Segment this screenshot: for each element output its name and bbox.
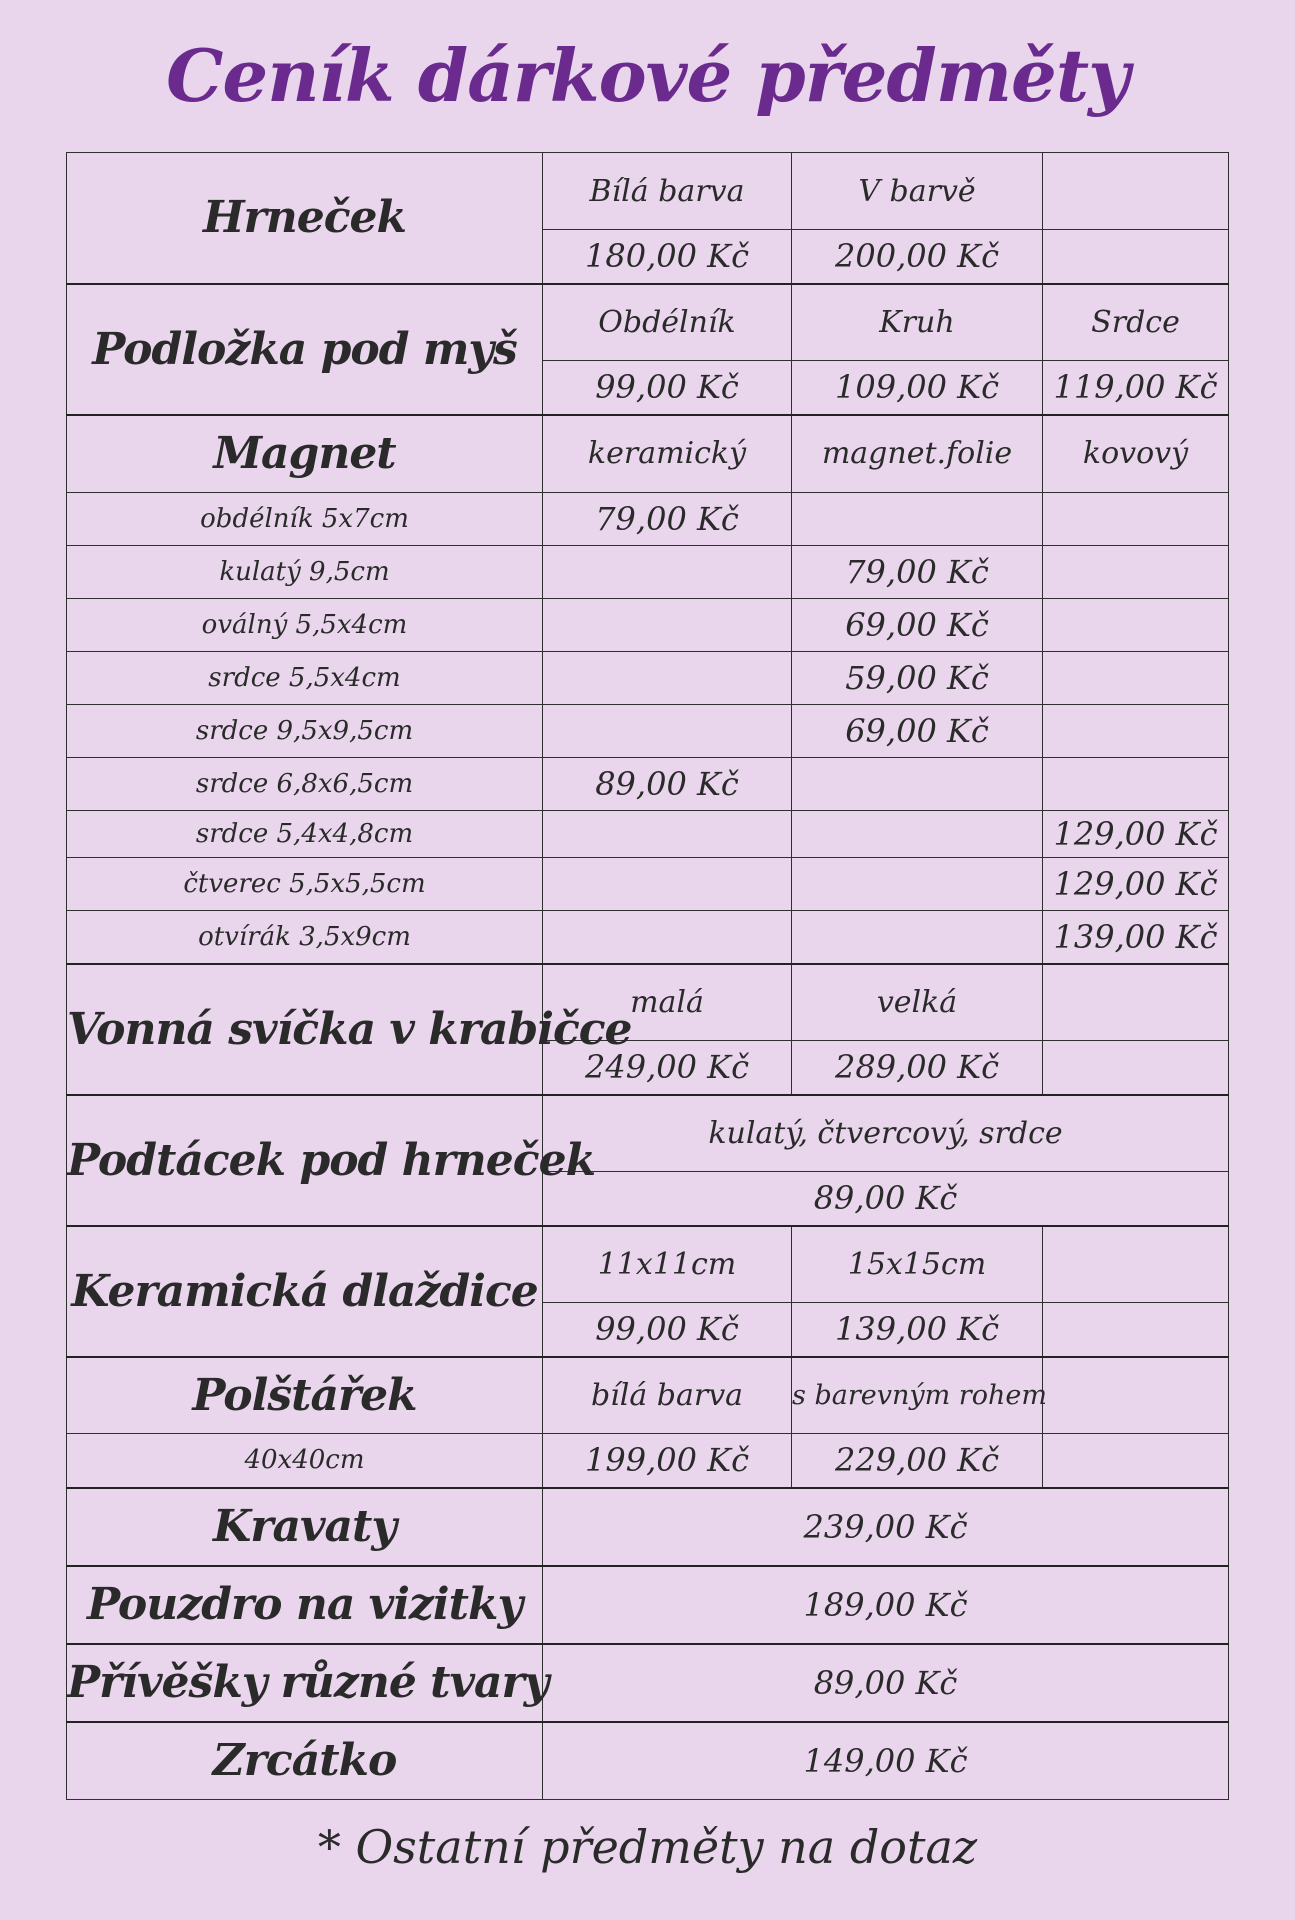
size-label: 40x40cm bbox=[67, 1434, 543, 1488]
price-cell bbox=[792, 858, 1043, 911]
price-cell bbox=[1043, 493, 1229, 546]
price-cell: 89,00 Kč bbox=[543, 1172, 1229, 1226]
price-cell bbox=[792, 758, 1043, 811]
empty-cell bbox=[1043, 1226, 1229, 1303]
price-cell bbox=[543, 858, 792, 911]
table-row bbox=[67, 493, 1229, 546]
empty-cell bbox=[1043, 1041, 1229, 1095]
size-label: srdce 9,5x9,5cm bbox=[67, 705, 543, 758]
price-cell: 200,00 Kč bbox=[792, 230, 1043, 284]
item-name-zrcatko: Zrcátko bbox=[67, 1722, 543, 1800]
table-row bbox=[67, 858, 1229, 911]
price-cell: 189,00 Kč bbox=[543, 1566, 1229, 1644]
empty-cell bbox=[1043, 964, 1229, 1041]
category-cell: kovový bbox=[1043, 415, 1229, 493]
category-cell: velká bbox=[792, 964, 1043, 1041]
size-label: oválný 5,5x4cm bbox=[67, 599, 543, 652]
price-cell: 89,00 Kč bbox=[543, 758, 792, 811]
item-name-privesky: Přívěšky různé tvary bbox=[67, 1644, 543, 1722]
table-row bbox=[67, 911, 1229, 964]
table-row bbox=[67, 811, 1229, 858]
size-label: srdce 6,8x6,5cm bbox=[67, 758, 543, 811]
price-cell: 109,00 Kč bbox=[792, 361, 1043, 415]
table-row bbox=[67, 284, 1229, 361]
item-name-podlozka: Podložka pod myš bbox=[67, 284, 543, 415]
price-cell: 119,00 Kč bbox=[1043, 361, 1229, 415]
price-cell: 239,00 Kč bbox=[543, 1488, 1229, 1566]
item-name-podtacek: Podtácek pod hrneček bbox=[67, 1095, 543, 1226]
price-cell bbox=[1043, 652, 1229, 705]
size-label: srdce 5,5x4cm bbox=[67, 652, 543, 705]
size-label: otvírák 3,5x9cm bbox=[67, 911, 543, 964]
table-row bbox=[67, 1566, 1229, 1644]
category-cell: kulatý, čtvercový, srdce bbox=[543, 1095, 1229, 1172]
category-cell: magnet.folie bbox=[792, 415, 1043, 493]
category-cell: 15x15cm bbox=[792, 1226, 1043, 1303]
price-cell bbox=[1043, 705, 1229, 758]
price-cell bbox=[543, 811, 792, 858]
empty-cell bbox=[1043, 1303, 1229, 1357]
category-cell: keramický bbox=[543, 415, 792, 493]
table-row bbox=[67, 705, 1229, 758]
item-name-svicka: Vonná svíčka v krabičce bbox=[67, 964, 543, 1095]
price-cell: 139,00 Kč bbox=[792, 1303, 1043, 1357]
price-cell bbox=[792, 911, 1043, 964]
page-title: Ceník dárkové předměty bbox=[166, 33, 1129, 118]
category-cell: Bílá barva bbox=[543, 153, 792, 230]
price-cell bbox=[543, 911, 792, 964]
price-cell: 180,00 Kč bbox=[543, 230, 792, 284]
price-cell bbox=[1043, 599, 1229, 652]
price-cell bbox=[1043, 546, 1229, 599]
price-table bbox=[66, 152, 1229, 1800]
category-cell: s barevným rohem bbox=[792, 1357, 1043, 1434]
price-cell: 129,00 Kč bbox=[1043, 811, 1229, 858]
price-cell: 89,00 Kč bbox=[543, 1644, 1229, 1722]
price-cell bbox=[1043, 758, 1229, 811]
item-name-kravaty: Kravaty bbox=[67, 1488, 543, 1566]
empty-cell bbox=[1043, 153, 1229, 230]
table-row bbox=[67, 415, 1229, 493]
empty-cell bbox=[1043, 230, 1229, 284]
price-cell: 69,00 Kč bbox=[792, 705, 1043, 758]
table-row bbox=[67, 964, 1229, 1041]
table-row bbox=[67, 1357, 1229, 1434]
item-name-dlazdice: Keramická dlaždice bbox=[67, 1226, 543, 1357]
item-name-pouzdro: Pouzdro na vizitky bbox=[67, 1566, 543, 1644]
size-label: kulatý 9,5cm bbox=[67, 546, 543, 599]
price-cell: 99,00 Kč bbox=[543, 361, 792, 415]
item-name-hrnecek: Hrneček bbox=[67, 153, 543, 284]
table-row bbox=[67, 652, 1229, 705]
price-cell: 289,00 Kč bbox=[792, 1041, 1043, 1095]
price-cell: 59,00 Kč bbox=[792, 652, 1043, 705]
category-cell: Obdélník bbox=[543, 284, 792, 361]
table-row bbox=[67, 1226, 1229, 1303]
category-cell: V barvě bbox=[792, 153, 1043, 230]
footer-note: * Ostatní předměty na dotaz bbox=[317, 1820, 978, 1874]
empty-cell bbox=[1043, 1434, 1229, 1488]
price-cell: 139,00 Kč bbox=[1043, 911, 1229, 964]
category-cell: Kruh bbox=[792, 284, 1043, 361]
price-cell bbox=[543, 546, 792, 599]
table-row bbox=[67, 1722, 1229, 1800]
category-cell: Srdce bbox=[1043, 284, 1229, 361]
price-cell bbox=[543, 705, 792, 758]
price-cell bbox=[792, 493, 1043, 546]
price-cell: 229,00 Kč bbox=[792, 1434, 1043, 1488]
price-cell bbox=[543, 652, 792, 705]
table-row bbox=[67, 1434, 1229, 1488]
price-cell: 199,00 Kč bbox=[543, 1434, 792, 1488]
item-name-polstarek: Polštářek bbox=[67, 1357, 543, 1434]
category-cell: bílá barva bbox=[543, 1357, 792, 1434]
price-cell: 79,00 Kč bbox=[543, 493, 792, 546]
size-label: čtverec 5,5x5,5cm bbox=[67, 858, 543, 911]
table-row bbox=[67, 599, 1229, 652]
table-row bbox=[67, 153, 1229, 230]
table-row bbox=[67, 1644, 1229, 1722]
category-cell: malá bbox=[543, 964, 792, 1041]
price-cell: 249,00 Kč bbox=[543, 1041, 792, 1095]
table-row bbox=[67, 1095, 1229, 1172]
table-row bbox=[67, 758, 1229, 811]
empty-cell bbox=[1043, 1357, 1229, 1434]
price-cell: 129,00 Kč bbox=[1043, 858, 1229, 911]
price-cell: 99,00 Kč bbox=[543, 1303, 792, 1357]
price-cell bbox=[543, 599, 792, 652]
size-label: srdce 5,4x4,8cm bbox=[67, 811, 543, 858]
price-cell: 79,00 Kč bbox=[792, 546, 1043, 599]
table-row bbox=[67, 546, 1229, 599]
category-cell: 11x11cm bbox=[543, 1226, 792, 1303]
price-cell: 149,00 Kč bbox=[543, 1722, 1229, 1800]
price-cell bbox=[792, 811, 1043, 858]
price-cell: 69,00 Kč bbox=[792, 599, 1043, 652]
size-label: obdélník 5x7cm bbox=[67, 493, 543, 546]
table-row bbox=[67, 1488, 1229, 1566]
item-name-magnet: Magnet bbox=[67, 415, 543, 493]
